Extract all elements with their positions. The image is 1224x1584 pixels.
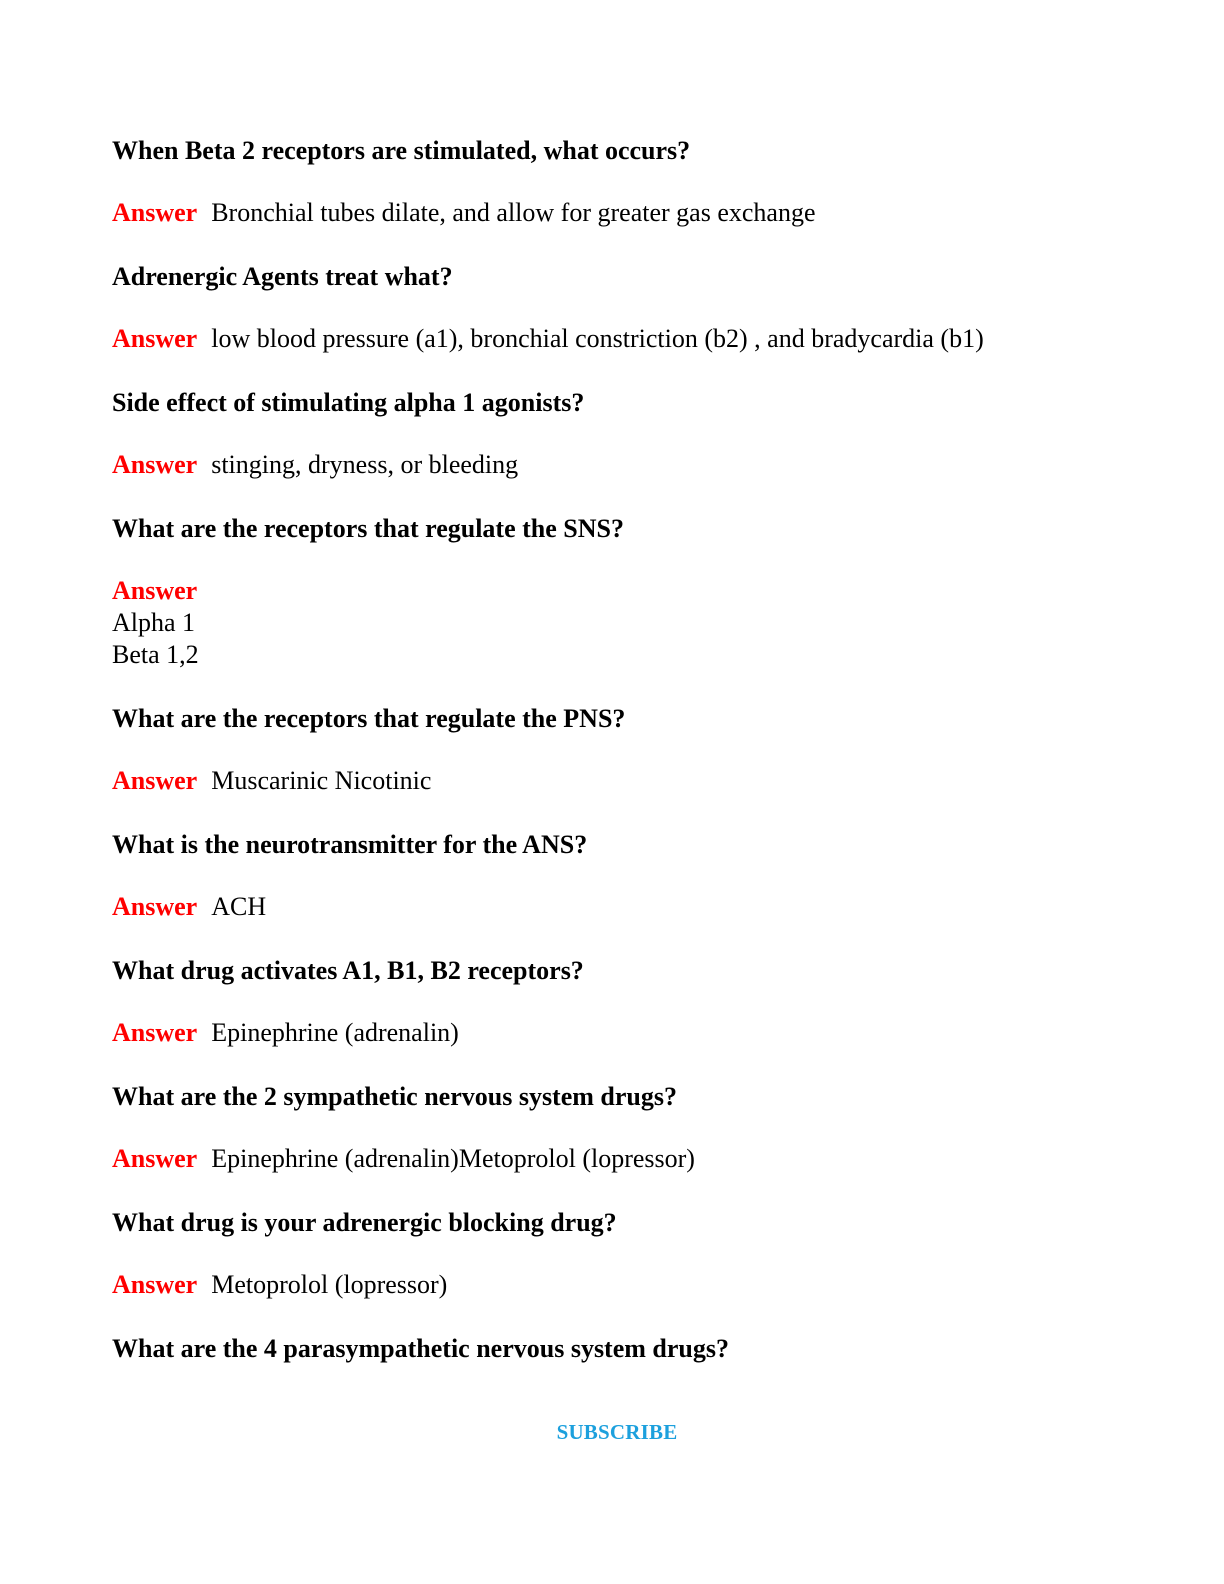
question-10: What are the 4 parasympathetic nervous system drugs? bbox=[112, 1334, 729, 1363]
answer-2 bbox=[112, 323, 1112, 355]
answer-label: Answer bbox=[112, 450, 198, 479]
answer-text: Epinephrine (adrenalin) bbox=[211, 1018, 459, 1047]
answer-text: ACH bbox=[211, 892, 267, 921]
question-1: When Beta 2 receptors are stimulated, what occurs? bbox=[112, 136, 691, 165]
question-5: What are the receptors that regulate the PNS? bbox=[112, 704, 626, 733]
answer-text: Metoprolol (lopressor) bbox=[211, 1270, 448, 1299]
answer-text: low blood pressure (a1), bronchial constriction (b2) , and bradycardia (b1) bbox=[211, 324, 984, 353]
answer-label: Answer bbox=[112, 1270, 198, 1299]
question-8: What are the 2 sympathetic nervous system drugs? bbox=[112, 1082, 677, 1111]
answer-3 bbox=[112, 449, 1112, 481]
question-4: What are the receptors that regulate the SNS? bbox=[112, 514, 624, 543]
answer-text: Bronchial tubes dilate, and allow for greater gas exchange bbox=[211, 198, 816, 227]
question-9: What drug is your adrenergic blocking drug? bbox=[112, 1208, 617, 1237]
answer-1 bbox=[112, 197, 1112, 229]
answer-label: Answer bbox=[112, 1018, 198, 1047]
answer-label: Answer bbox=[112, 198, 198, 227]
answer-label: Answer bbox=[112, 766, 198, 795]
answer-label: Answer bbox=[112, 576, 198, 605]
answer-9 bbox=[112, 1269, 1112, 1301]
question-2: Adrenergic Agents treat what? bbox=[112, 262, 453, 291]
answer-4 bbox=[112, 575, 1112, 671]
answer-line-1: Alpha 1 bbox=[112, 608, 196, 637]
answer-5 bbox=[112, 765, 1112, 797]
answer-8 bbox=[112, 1143, 1112, 1175]
answer-text: Epinephrine (adrenalin)Metoprolol (lopressor) bbox=[211, 1144, 695, 1173]
question-7: What drug activates A1, B1, B2 receptors? bbox=[112, 956, 584, 985]
answer-7 bbox=[112, 1017, 1112, 1049]
answer-6 bbox=[112, 891, 1112, 923]
answer-text: stinging, dryness, or bleeding bbox=[211, 450, 519, 479]
qa-list bbox=[112, 134, 1112, 1366]
answer-label: Answer bbox=[112, 324, 198, 353]
answer-label: Answer bbox=[112, 892, 198, 921]
question-6: What is the neurotransmitter for the ANS? bbox=[112, 830, 588, 859]
answer-line-2: Beta 1,2 bbox=[112, 640, 199, 669]
answer-text: Muscarinic Nicotinic bbox=[211, 766, 432, 795]
subscribe-link[interactable]: SUBSCRIBE bbox=[556, 1420, 678, 1444]
question-3: Side effect of stimulating alpha 1 agonists? bbox=[112, 388, 585, 417]
answer-label: Answer bbox=[112, 1144, 198, 1173]
